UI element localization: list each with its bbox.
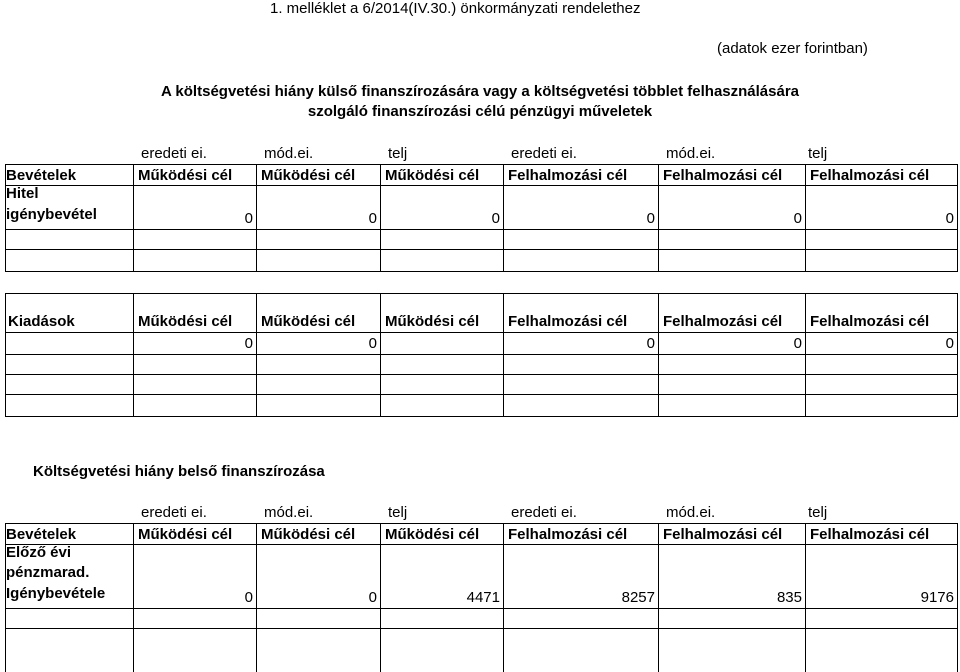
row-label-line3: Igénybevétele	[6, 585, 106, 602]
column-header-label: Kiadások	[5, 311, 133, 333]
value-cell: 8257	[503, 545, 658, 609]
subheader-4: eredeti ei.	[511, 145, 577, 162]
subheader-5: mód.ei.	[666, 145, 716, 162]
subheader-1: eredeti ei.	[141, 145, 207, 162]
column-header: Működési cél	[256, 523, 380, 545]
column-header: Működési cél	[256, 164, 380, 186]
value-cell: 0	[805, 333, 958, 355]
value-cell: 0	[503, 333, 658, 355]
column-header-label: Bevételek	[5, 523, 133, 545]
column-header: Működési cél	[256, 311, 380, 333]
column-header: Felhalmozási cél	[658, 164, 805, 186]
subheader-6: telj	[808, 504, 828, 521]
page-title-line2: szolgáló finanszírozási célú pénzügyi műveletek	[307, 103, 653, 120]
row-label	[5, 186, 133, 230]
value-cell: 0	[805, 186, 958, 230]
column-header: Felhalmozási cél	[503, 311, 658, 333]
empty-row	[5, 395, 958, 417]
table-row	[5, 333, 958, 355]
row-label-line2: pénzmarad.	[6, 564, 90, 581]
section-title: Költségvetési hiány belső finanszírozása	[33, 463, 325, 480]
column-header: Felhalmozási cél	[658, 311, 805, 333]
column-header: Működési cél	[133, 164, 256, 186]
column-header: Felhalmozási cél	[805, 164, 958, 186]
column-header: Működési cél	[133, 311, 256, 333]
row-label-line1: Hitel	[6, 185, 39, 202]
unit-note: (adatok ezer forintban)	[717, 40, 868, 57]
subheader-3: telj	[388, 145, 408, 162]
column-header: Működési cél	[380, 523, 503, 545]
column-header: Működési cél	[380, 164, 503, 186]
column-header: Felhalmozási cél	[805, 311, 958, 333]
column-header: Felhalmozási cél	[503, 523, 658, 545]
subheader-5: mód.ei.	[666, 504, 716, 521]
spacer-row	[5, 293, 958, 311]
empty-row	[5, 250, 958, 272]
table-header-row	[5, 523, 958, 545]
value-cell: 0	[256, 186, 380, 230]
table-header-row	[5, 164, 958, 186]
value-cell: 0	[380, 186, 503, 230]
empty-row	[5, 609, 958, 629]
value-cell: 0	[133, 545, 256, 609]
value-cell: 0	[658, 186, 805, 230]
value-cell: 0	[658, 333, 805, 355]
value-cell: 9176	[805, 545, 958, 609]
row-label-line2: igénybevétel	[6, 206, 97, 223]
empty-row	[5, 629, 958, 672]
value-cell: 0	[133, 333, 256, 355]
row-label-line1: Előző évi	[6, 544, 72, 561]
subheader-4: eredeti ei.	[511, 504, 577, 521]
row-label	[5, 545, 133, 609]
column-header-label: Bevételek	[5, 164, 133, 186]
value-cell: 0	[133, 186, 256, 230]
column-header: Felhalmozási cél	[658, 523, 805, 545]
value-cell: 0	[256, 545, 380, 609]
subheader-3: telj	[388, 504, 408, 521]
page-title-line1: A költségvetési hiány külső finanszírozására vagy a költségvetési többlet felhasználására	[160, 83, 800, 100]
subheader-1: eredeti ei.	[141, 504, 207, 521]
value-cell: 0	[503, 186, 658, 230]
value-cell: 0	[256, 333, 380, 355]
column-header: Felhalmozási cél	[805, 523, 958, 545]
value-cell: 835	[658, 545, 805, 609]
subheader-2: mód.ei.	[264, 145, 314, 162]
annex-reference: 1. melléklet a 6/2014(IV.30.) önkormányzati rendelethez	[270, 0, 641, 17]
column-header: Működési cél	[380, 311, 503, 333]
empty-row	[5, 355, 958, 375]
subheader-2: mód.ei.	[264, 504, 314, 521]
value-cell: 4471	[380, 545, 503, 609]
table-row	[5, 545, 958, 609]
column-header: Felhalmozási cél	[503, 164, 658, 186]
table-header-row	[5, 311, 958, 333]
subheader-6: telj	[808, 145, 828, 162]
row-label	[5, 333, 133, 355]
value-cell	[380, 333, 503, 355]
empty-row	[5, 230, 958, 250]
column-header: Működési cél	[133, 523, 256, 545]
empty-row	[5, 375, 958, 395]
table-row	[5, 186, 958, 230]
